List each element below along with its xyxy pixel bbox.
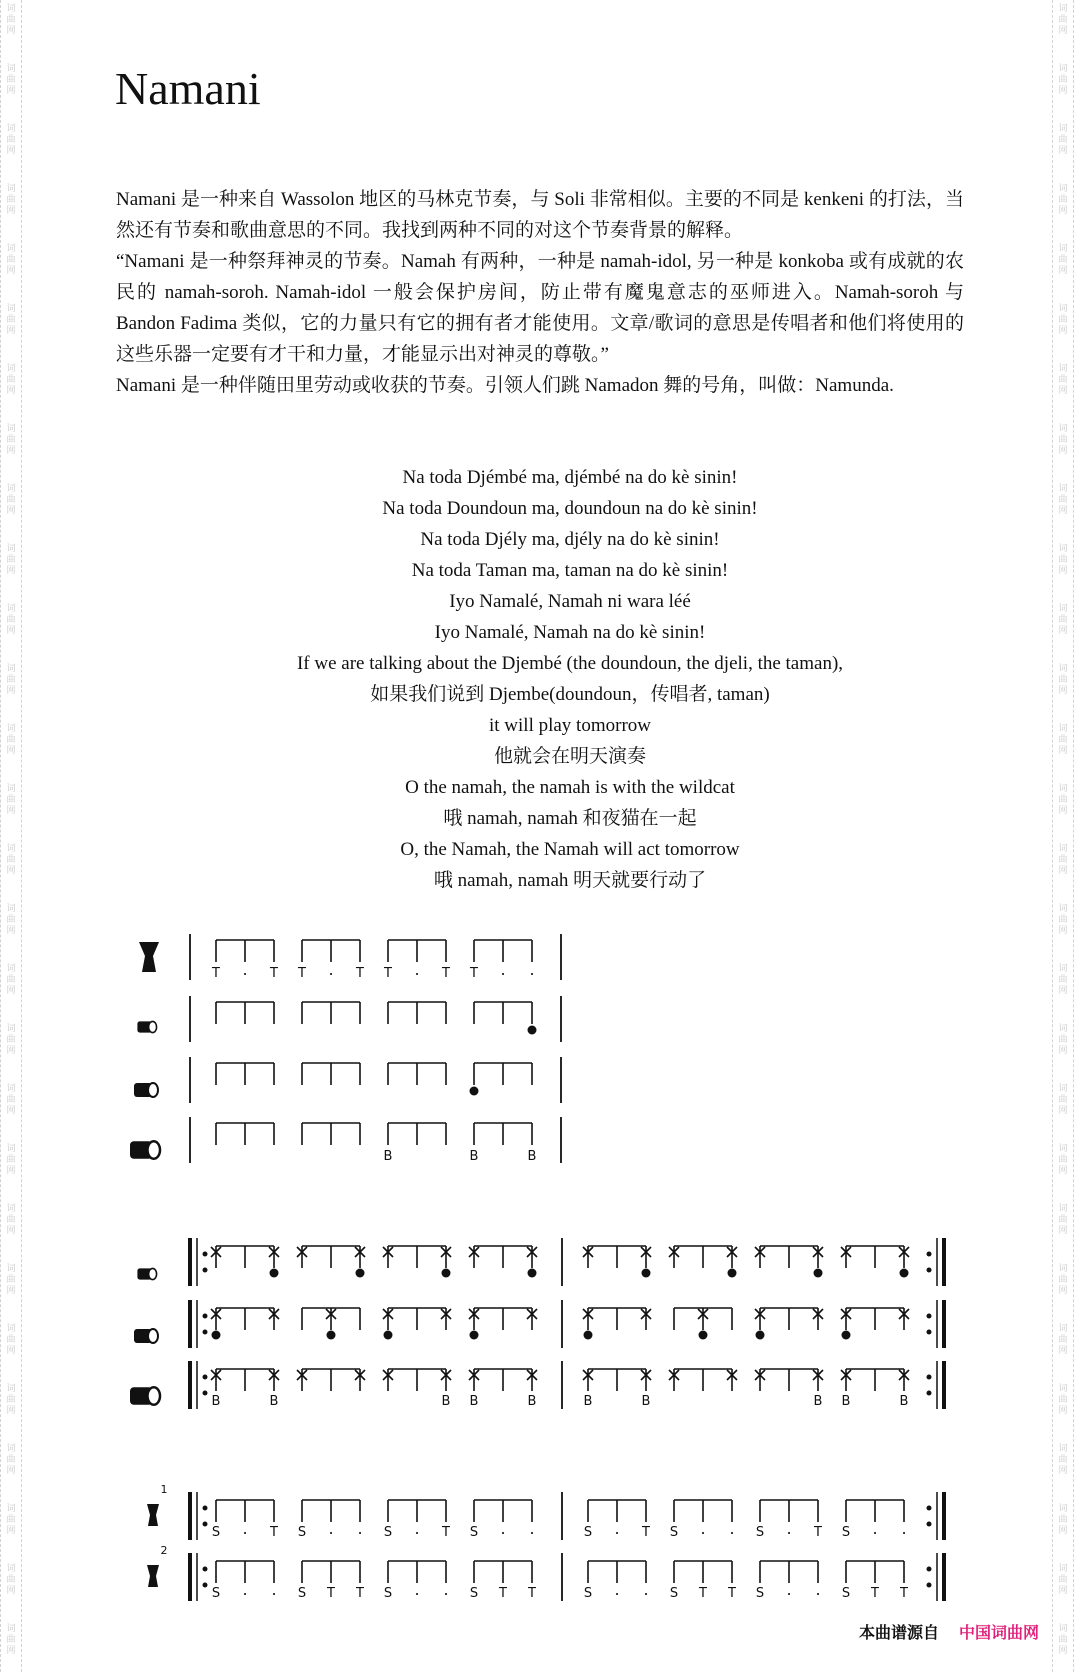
dundun-stroke-label: B	[527, 1149, 537, 1164]
djembe_2-stroke-label: S	[469, 1586, 479, 1601]
watermark-glyph: 词 曲 网	[1058, 784, 1068, 816]
watermark-glyph: 词 曲 网	[1058, 904, 1068, 936]
dundun-bell-label: B	[583, 1394, 593, 1409]
watermark-glyph: 词 曲 网	[6, 484, 16, 516]
dundun-repeat-dot	[927, 1391, 932, 1396]
djembe_1-rest: .	[614, 1519, 620, 1538]
djembe_1-rest: .	[357, 1519, 363, 1538]
dundun-bell-label: B	[211, 1394, 221, 1409]
sangban-closed-dot	[470, 1331, 479, 1340]
djembe_2-stroke-label: S	[583, 1586, 593, 1601]
djembe_2-rest: .	[443, 1580, 449, 1599]
site-link[interactable]: 中国词曲网	[958, 1623, 1039, 1642]
watermark-glyph: 词 曲 网	[1058, 1144, 1068, 1176]
djembe_2-stroke-label: S	[669, 1586, 679, 1601]
djembe_1-stroke-label: S	[669, 1525, 679, 1540]
lyric-line: Iyo Namalé, Namah na do kè sinin!	[434, 622, 706, 643]
kenkeni-closed-dot	[728, 1269, 737, 1278]
watermark-glyph: 词 曲 网	[1058, 1264, 1068, 1296]
djembe_1-rest: .	[729, 1519, 735, 1538]
sangban-closed-dot	[384, 1331, 393, 1340]
djembe_2-rest: .	[242, 1580, 248, 1599]
sangban-closed-dot	[699, 1331, 708, 1340]
watermark-glyph: 词 曲 网	[6, 1144, 16, 1176]
djembe_1-rest: .	[500, 1519, 506, 1538]
djembe_2-repeat-dot	[203, 1567, 208, 1572]
djembe_2-stroke-label: T	[699, 1586, 707, 1601]
djembe-rest: .	[529, 960, 535, 979]
watermark-glyph: 词 曲 网	[1058, 1444, 1068, 1476]
djembe_1-stroke-label: S	[583, 1525, 593, 1540]
kenkeni-repeat-dot	[203, 1252, 208, 1257]
kenkeni-icon	[149, 1021, 157, 1032]
watermark-glyph: 词 曲 网	[1058, 184, 1068, 216]
sangban-icon	[148, 1329, 158, 1343]
djembe_1-repeat-dot	[203, 1522, 208, 1527]
watermark-glyph: 词 曲 网	[6, 424, 16, 456]
djembe-rest: .	[328, 960, 334, 979]
dundun-stroke-label: B	[383, 1149, 393, 1164]
watermark-glyph: 词 曲 网	[6, 544, 16, 576]
djembe_1-stroke-label: S	[211, 1525, 221, 1540]
watermark-glyph: 词 曲 网	[6, 1084, 16, 1116]
watermark-glyph: 词 曲 网	[1058, 1084, 1068, 1116]
watermark-glyph: 词 曲 网	[6, 124, 16, 156]
djembe_2-rest: .	[614, 1580, 620, 1599]
djembe_1-repeat-dot	[927, 1506, 932, 1511]
page-footer	[859, 1620, 1039, 1643]
djembe_1-repeat-dot	[203, 1506, 208, 1511]
watermark-glyph: 词 曲 网	[6, 964, 16, 996]
intro-paragraph: Namani 是一种来自 Wassolon 地区的马林克节奏，与 Soli 非常相似。主要的不同是 kenkeni 的打法，当然还有节奏和歌曲意思的不同。我找到两种不同的对这个节奏背景的解释。	[116, 189, 964, 241]
djembe_1-rest: .	[529, 1519, 535, 1538]
dundun-icon	[148, 1141, 161, 1159]
watermark-glyph: 词 曲 网	[6, 844, 16, 876]
djembe_1-rest: .	[872, 1519, 878, 1538]
watermark-glyph: 词 曲 网	[1058, 424, 1068, 456]
watermark-glyph: 词 曲 网	[1058, 544, 1068, 576]
djembe_2-stroke-label: T	[900, 1586, 908, 1601]
watermark-glyph: 词 曲 网	[6, 1204, 16, 1236]
dundun-repeat-dot	[203, 1375, 208, 1380]
djembe_1-rest: .	[786, 1519, 792, 1538]
djembe_2-rest: .	[815, 1580, 821, 1599]
djembe_2-repeat-dot	[927, 1583, 932, 1588]
djembe_2-rest: .	[271, 1580, 277, 1599]
dundun-repeat-dot	[927, 1375, 932, 1380]
djembe_2-stroke-label: T	[728, 1586, 736, 1601]
kenkeni-closed-dot	[528, 1026, 537, 1035]
djembe_1-stroke-label: T	[642, 1525, 650, 1540]
dundun-icon	[148, 1387, 161, 1405]
lyric-line: 哦 namah, namah 明天就要行动了	[433, 870, 707, 891]
dundun-bell-label: B	[641, 1394, 651, 1409]
lyric-line: 他就会在明天演奏	[493, 746, 646, 767]
djembe_2-rest: .	[786, 1580, 792, 1599]
djembe_1-rest: .	[901, 1519, 907, 1538]
watermark-glyph: 词 曲 网	[1058, 664, 1068, 696]
watermark-glyph: 词 曲 网	[6, 664, 16, 696]
djembe_1-stroke-label: T	[442, 1525, 450, 1540]
djembe_1-stroke-label: S	[841, 1525, 851, 1540]
lyric-line: Na toda Djély ma, djély na do kè sinin!	[420, 529, 720, 550]
djembe_1-rest: .	[700, 1519, 706, 1538]
djembe-rest: .	[500, 960, 506, 979]
lyric-line: Iyo Namalé, Namah ni wara léé	[449, 591, 691, 612]
watermark-glyph: 词 曲 网	[6, 64, 16, 96]
watermark-glyph: 词 曲 网	[1058, 844, 1068, 876]
djembe_2-repeat-dot	[927, 1567, 932, 1572]
watermark-glyph: 词 曲 网	[1058, 1324, 1068, 1356]
djembe_1-stroke-label: S	[383, 1525, 393, 1540]
watermark-glyph: 词 曲 网	[1058, 64, 1068, 96]
lyric-line: 哦 namah, namah 和夜猫在一起	[443, 808, 697, 829]
watermark-glyph: 词 曲 网	[1058, 1564, 1068, 1596]
djembe_2-stroke-label: T	[499, 1586, 507, 1601]
watermark-glyph: 词 曲 网	[6, 784, 16, 816]
djembe_1-rest: .	[328, 1519, 334, 1538]
watermark-glyph: 词 曲 网	[6, 1624, 16, 1656]
djembe_2-stroke-label: T	[356, 1586, 364, 1601]
intro-paragraph: “Namani 是一种祭拜神灵的节奏。Namah 有两种，一种是 namah-idol, 另一种是 konkoba 或有成就的农民的 namah-soroh. Namah-idol 一般会保护房间，防止带有魔鬼意志的巫师进入。Namah-soroh 与 Bandon Fadima 类似，它的力量只有它的拥有者才能使用。文章/歌词的意思是传唱者和他们将使用的这些乐器一定要有才干和力量，才能显示出对神灵的尊敬。”	[116, 251, 964, 365]
djembe_1-stroke-label: S	[297, 1525, 307, 1540]
djembe_1-stroke-label: T	[814, 1525, 822, 1540]
djembe_1-rest: .	[414, 1519, 420, 1538]
dundun-bell-label: B	[841, 1394, 851, 1409]
sangban-closed-dot	[756, 1331, 765, 1340]
page-title: Namani	[115, 63, 261, 114]
lyric-line: it will play tomorrow	[488, 715, 651, 736]
lyric-line: 如果我们说到 Djembe(doundoun，传唱者, taman)	[370, 684, 770, 705]
watermark-glyph: 词 曲 网	[6, 244, 16, 276]
djembe-stroke-label: T	[384, 966, 392, 981]
watermark-glyph: 词 曲 网	[1058, 244, 1068, 276]
djembe-stroke-label: T	[212, 966, 220, 981]
djembe-stroke-label: T	[270, 966, 278, 981]
watermark-glyph: 词 曲 网	[6, 4, 16, 36]
djembe_2-stroke-label: S	[211, 1586, 221, 1601]
intro-paragraph: Namani 是一种伴随田里劳动或收获的节奏。引领人们跳 Namadon 舞的号角，叫做：Namunda.	[116, 375, 894, 396]
djembe_2-stroke-label: T	[327, 1586, 335, 1601]
djembe_1-stroke-label: S	[469, 1525, 479, 1540]
djembe_2-rest: .	[643, 1580, 649, 1599]
djembe_1-repeat-dot	[927, 1522, 932, 1527]
djembe_2-icon	[147, 1565, 159, 1587]
watermark-glyph: 词 曲 网	[6, 304, 16, 336]
djembe_2-stroke-label: S	[297, 1586, 307, 1601]
djembe_2-stroke-label: T	[528, 1586, 536, 1601]
lyric-line: O the namah, the namah is with the wildcat	[405, 777, 735, 798]
djembe_2-repeat-dot	[203, 1583, 208, 1588]
sangban-repeat-dot	[927, 1314, 932, 1319]
watermark-glyph: 词 曲 网	[1058, 1024, 1068, 1056]
djembe-stroke-label: T	[298, 966, 306, 981]
djembe_2-stroke-label: S	[755, 1586, 765, 1601]
sangban-closed-dot	[212, 1331, 221, 1340]
djembe_1-stroke-label: S	[755, 1525, 765, 1540]
watermark-glyph: 词 曲 网	[6, 1264, 16, 1296]
dundun-bell-label: B	[441, 1394, 451, 1409]
lyric-line: Na toda Doundoun ma, doundoun na do kè sinin!	[382, 498, 758, 519]
watermark-glyph: 词 曲 网	[6, 364, 16, 396]
watermark-glyph: 词 曲 网	[6, 904, 16, 936]
watermark-glyph: 词 曲 网	[1058, 1504, 1068, 1536]
kenkeni-repeat-dot	[927, 1268, 932, 1273]
watermark-glyph: 词 曲 网	[6, 1024, 16, 1056]
sangban-repeat-dot	[203, 1314, 208, 1319]
sangban-closed-dot	[842, 1331, 851, 1340]
djembe_2-rest: .	[414, 1580, 420, 1599]
dundun-bell-label: B	[813, 1394, 823, 1409]
lyric-line: O, the Namah, the Namah will act tomorrow	[400, 839, 740, 860]
kenkeni-closed-dot	[814, 1269, 823, 1278]
djembe_1-stroke-label: T	[270, 1525, 278, 1540]
kenkeni-closed-dot	[900, 1269, 909, 1278]
watermark-glyph: 词 曲 网	[6, 724, 16, 756]
djembe-rest: .	[242, 960, 248, 979]
watermark-glyph: 词 曲 网	[1058, 604, 1068, 636]
djembe-rest: .	[414, 960, 420, 979]
watermark-glyph: 词 曲 网	[1058, 364, 1068, 396]
kenkeni-closed-dot	[356, 1269, 365, 1278]
sangban-closed-dot	[584, 1331, 593, 1340]
source-label: 本曲谱源自	[858, 1623, 939, 1642]
kenkeni-closed-dot	[270, 1269, 279, 1278]
djembe-stroke-label: T	[442, 966, 450, 981]
kenkeni-closed-dot	[642, 1269, 651, 1278]
dundun-bell-label: B	[527, 1394, 537, 1409]
djembe_1-number: 1	[160, 1483, 168, 1496]
dundun-bell-label: B	[899, 1394, 909, 1409]
djembe_2-number: 2	[160, 1544, 168, 1557]
sangban-closed-dot	[327, 1331, 336, 1340]
lyric-line: If we are talking about the Djembé (the doundoun, the djeli, the taman),	[296, 653, 844, 674]
kenkeni-closed-dot	[442, 1269, 451, 1278]
djembe_1-rest: .	[242, 1519, 248, 1538]
djembe_2-stroke-label: T	[871, 1586, 879, 1601]
sangban-repeat-dot	[927, 1330, 932, 1335]
lyric-line: Na toda Taman ma, taman na do kè sinin!	[411, 560, 729, 581]
watermark-glyph: 词 曲 网	[1058, 304, 1068, 336]
watermark-glyph: 词 曲 网	[6, 1564, 16, 1596]
djembe-stroke-label: T	[356, 966, 364, 981]
sangban-closed-dot	[470, 1087, 479, 1096]
watermark-glyph: 词 曲 网	[6, 1384, 16, 1416]
dundun-stroke-label: B	[469, 1149, 479, 1164]
watermark-glyph: 词 曲 网	[1058, 124, 1068, 156]
kenkeni-repeat-dot	[927, 1252, 932, 1257]
dundun-repeat-dot	[203, 1391, 208, 1396]
djembe-stroke-label: T	[470, 966, 478, 981]
kenkeni-icon	[149, 1268, 157, 1279]
djembe_2-stroke-label: S	[383, 1586, 393, 1601]
dundun-bell-label: B	[269, 1394, 279, 1409]
kenkeni-closed-dot	[528, 1269, 537, 1278]
watermark-glyph: 词 曲 网	[6, 184, 16, 216]
watermark-glyph: 词 曲 网	[1058, 1204, 1068, 1236]
djembe_2-stroke-label: S	[841, 1586, 851, 1601]
djembe-icon	[139, 942, 159, 972]
watermark-glyph: 词 曲 网	[1058, 724, 1068, 756]
sangban-repeat-dot	[203, 1330, 208, 1335]
lyric-line: Na toda Djémbé ma, djémbé na do kè sinin!	[402, 467, 738, 488]
watermark-glyph: 词 曲 网	[6, 1504, 16, 1536]
watermark-glyph: 词 曲 网	[6, 604, 16, 636]
kenkeni-repeat-dot	[203, 1268, 208, 1273]
watermark-glyph: 词 曲 网	[1058, 1384, 1068, 1416]
dundun-bell-label: B	[469, 1394, 479, 1409]
watermark-glyph: 词 曲 网	[1058, 964, 1068, 996]
watermark-glyph: 词 曲 网	[1058, 4, 1068, 36]
sangban-icon	[148, 1083, 158, 1097]
watermark-glyph: 词 曲 网	[1058, 484, 1068, 516]
watermark-glyph: 词 曲 网	[1058, 1624, 1068, 1656]
djembe_1-icon	[147, 1504, 159, 1526]
watermark-glyph: 词 曲 网	[6, 1444, 16, 1476]
watermark-glyph: 词 曲 网	[6, 1324, 16, 1356]
